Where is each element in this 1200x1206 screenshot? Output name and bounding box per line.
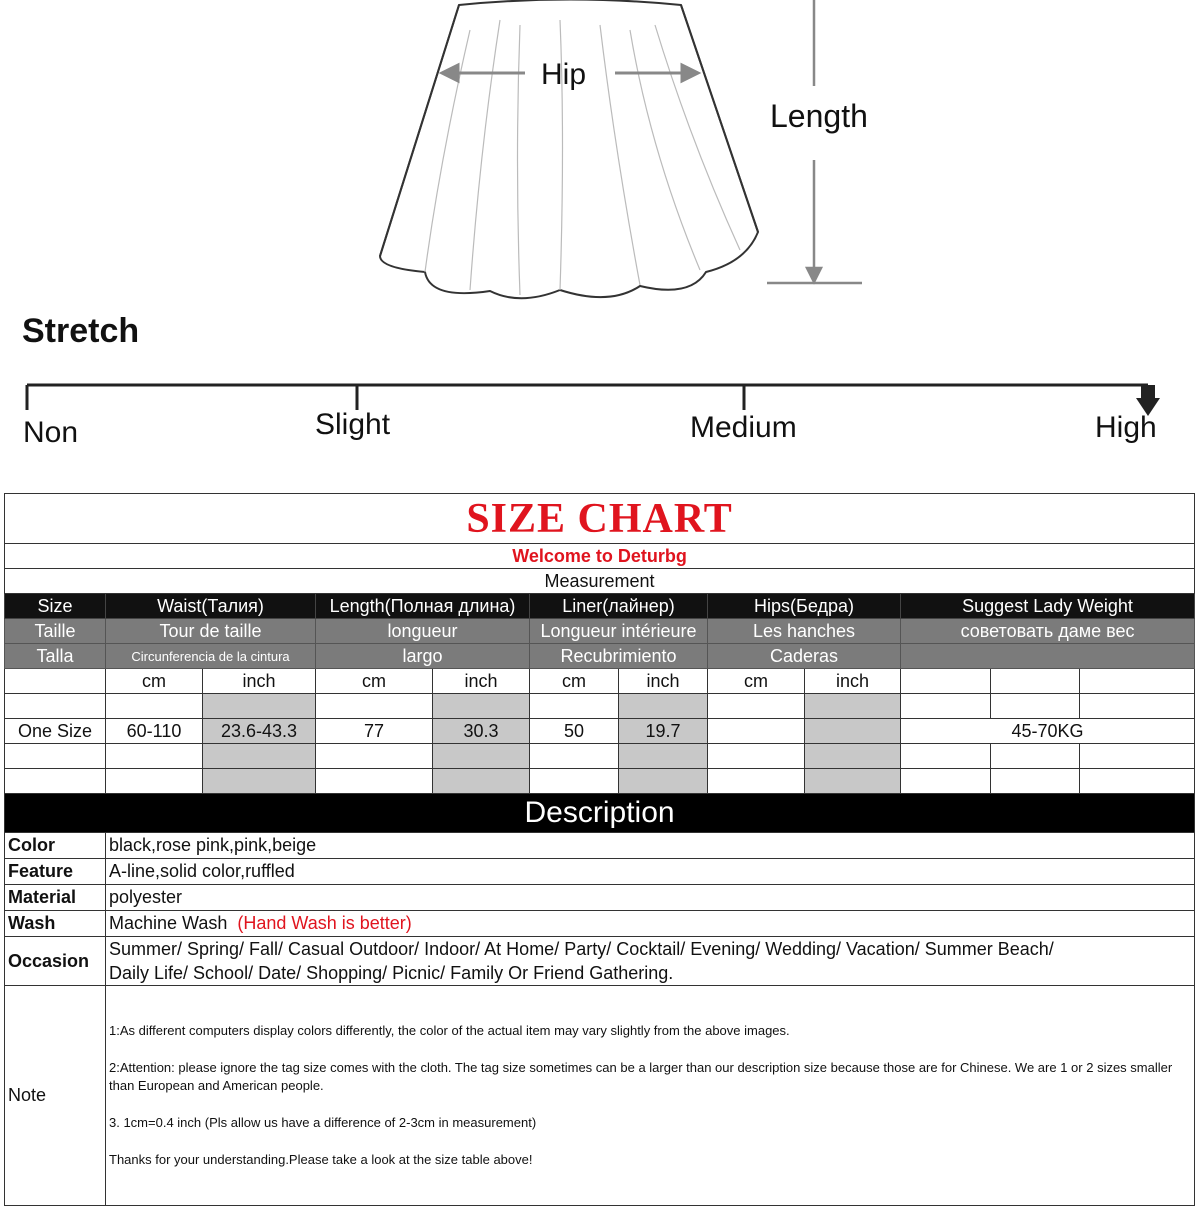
occasion-label: Occasion xyxy=(5,937,106,986)
color-row xyxy=(5,833,1195,859)
wash-value: Machine Wash xyxy=(109,913,228,933)
feature-label: Feature xyxy=(5,859,106,885)
liner-inch-cell: 19.7 xyxy=(619,719,708,744)
empty-row xyxy=(5,769,1195,794)
header-weight: Suggest Lady Weight xyxy=(901,594,1195,619)
note-item: 1:As different computers display colors differently, the color of the actual item may vary slightly from the above images. xyxy=(109,1022,790,1038)
header-tour-de-taille: Tour de taille xyxy=(106,619,316,644)
header-longueur: longueur xyxy=(316,619,530,644)
stretch-level-high: High xyxy=(1095,411,1157,444)
note-item: 2:Attention: please ignore the tag size comes with the cloth. The tag size sometimes can be a larger than our description size because those are for Chinese. We are 1 or 2 sizes smaller than European and American people. xyxy=(109,1059,1173,1093)
color-value: black,rose pink,pink,beige xyxy=(106,833,1195,859)
header-les-hanches: Les hanches xyxy=(708,619,901,644)
header-waist: Waist(Талия) xyxy=(106,594,316,619)
stretch-selected-marker xyxy=(1141,385,1155,399)
unit-blank xyxy=(5,669,106,694)
description-title: Description xyxy=(5,794,1195,833)
header-hips: Hips(Бедра) xyxy=(708,594,901,619)
header-row-en xyxy=(5,594,1195,619)
waist-inch-cell: 23.6-43.3 xyxy=(203,719,316,744)
unit-blank xyxy=(901,669,991,694)
hips-cm-cell xyxy=(708,719,805,744)
wash-label: Wash xyxy=(5,911,106,937)
stretch-level-non: Non xyxy=(23,416,79,449)
wash-note: (Hand Wash is better) xyxy=(237,913,412,933)
header-taille: Taille xyxy=(5,619,106,644)
measurement-row xyxy=(5,569,1195,594)
size-cell: One Size xyxy=(5,719,106,744)
material-value: polyester xyxy=(106,885,1195,911)
feature-row xyxy=(5,859,1195,885)
unit-blank xyxy=(1080,669,1195,694)
wash-value-cell xyxy=(106,911,1195,937)
color-label: Color xyxy=(5,833,106,859)
header-row-fr xyxy=(5,619,1195,644)
occasion-line-1: Summer/ Spring/ Fall/ Casual Outdoor/ Indoor/ At Home/ Party/ Cocktail/ Evening/ Wedding/ Vacation/ Summer Beach/ xyxy=(109,939,1054,959)
unit-cell: cm xyxy=(708,669,805,694)
weight-cell: 45-70KG xyxy=(901,719,1195,744)
stretch-level-medium: Medium xyxy=(690,411,797,444)
occasion-row xyxy=(5,937,1195,986)
liner-cm-cell: 50 xyxy=(530,719,619,744)
unit-cell: inch xyxy=(619,669,708,694)
stretch-title: Stretch xyxy=(22,312,140,350)
unit-cell: cm xyxy=(530,669,619,694)
header-caderas: Caderas xyxy=(708,644,901,669)
header-length: Length(Полная длина) xyxy=(316,594,530,619)
header-row-es xyxy=(5,644,1195,669)
feature-value: A-line,solid color,ruffled xyxy=(106,859,1195,885)
header-liner: Liner(лайнер) xyxy=(530,594,708,619)
unit-cell: inch xyxy=(203,669,316,694)
header-circunferencia: Circunferencia de la cintura xyxy=(106,644,316,669)
hip-label: Hip xyxy=(541,58,587,91)
empty-row xyxy=(5,744,1195,769)
size-chart-table xyxy=(4,493,1195,1206)
occasion-value-cell xyxy=(106,937,1195,986)
size-chart-title: SIZE CHART xyxy=(5,494,1195,544)
header-weight-ru: советовать даме вес xyxy=(901,619,1195,644)
unit-cell: inch xyxy=(433,669,530,694)
hips-inch-cell xyxy=(805,719,901,744)
header-empty xyxy=(901,644,1195,669)
stretch-level-slight: Slight xyxy=(315,408,391,441)
note-item: Thanks for your understanding.Please take a look at the size table above! xyxy=(109,1151,533,1167)
note-label: Note xyxy=(5,986,106,1206)
table-row xyxy=(5,719,1195,744)
unit-cell: cm xyxy=(106,669,203,694)
header-size: Size xyxy=(5,594,106,619)
description-header-row xyxy=(5,794,1195,833)
unit-cell: inch xyxy=(805,669,901,694)
unit-cell: cm xyxy=(316,669,433,694)
header-longueur-interieure: Longueur intérieure xyxy=(530,619,708,644)
header-talla: Talla xyxy=(5,644,106,669)
length-label: Length xyxy=(770,98,868,134)
material-label: Material xyxy=(5,885,106,911)
unit-row xyxy=(5,669,1195,694)
skirt-diagram xyxy=(0,0,1200,470)
welcome-text: Welcome to Deturbg xyxy=(5,544,1195,569)
length-cm-cell: 77 xyxy=(316,719,433,744)
header-recubrimiento: Recubrimiento xyxy=(530,644,708,669)
size-chart-title-row xyxy=(5,494,1195,544)
note-row xyxy=(5,986,1195,1206)
material-row xyxy=(5,885,1195,911)
skirt-illustration xyxy=(380,0,758,298)
measurement-label: Measurement xyxy=(5,569,1195,594)
welcome-row xyxy=(5,544,1195,569)
occasion-line-2: Daily Life/ School/ Date/ Shopping/ Picnic/ Family Or Friend Gathering. xyxy=(109,963,674,983)
note-body xyxy=(106,986,1195,1206)
stretch-scale xyxy=(27,385,1160,416)
length-inch-cell: 30.3 xyxy=(433,719,530,744)
note-item: 3. 1cm=0.4 inch (Pls allow us have a difference of 2-3cm in measurement) xyxy=(109,1114,537,1130)
waist-cm-cell: 60-110 xyxy=(106,719,203,744)
header-largo: largo xyxy=(316,644,530,669)
unit-blank xyxy=(991,669,1080,694)
length-measure-arrow xyxy=(767,0,862,283)
empty-row xyxy=(5,694,1195,719)
wash-row xyxy=(5,911,1195,937)
